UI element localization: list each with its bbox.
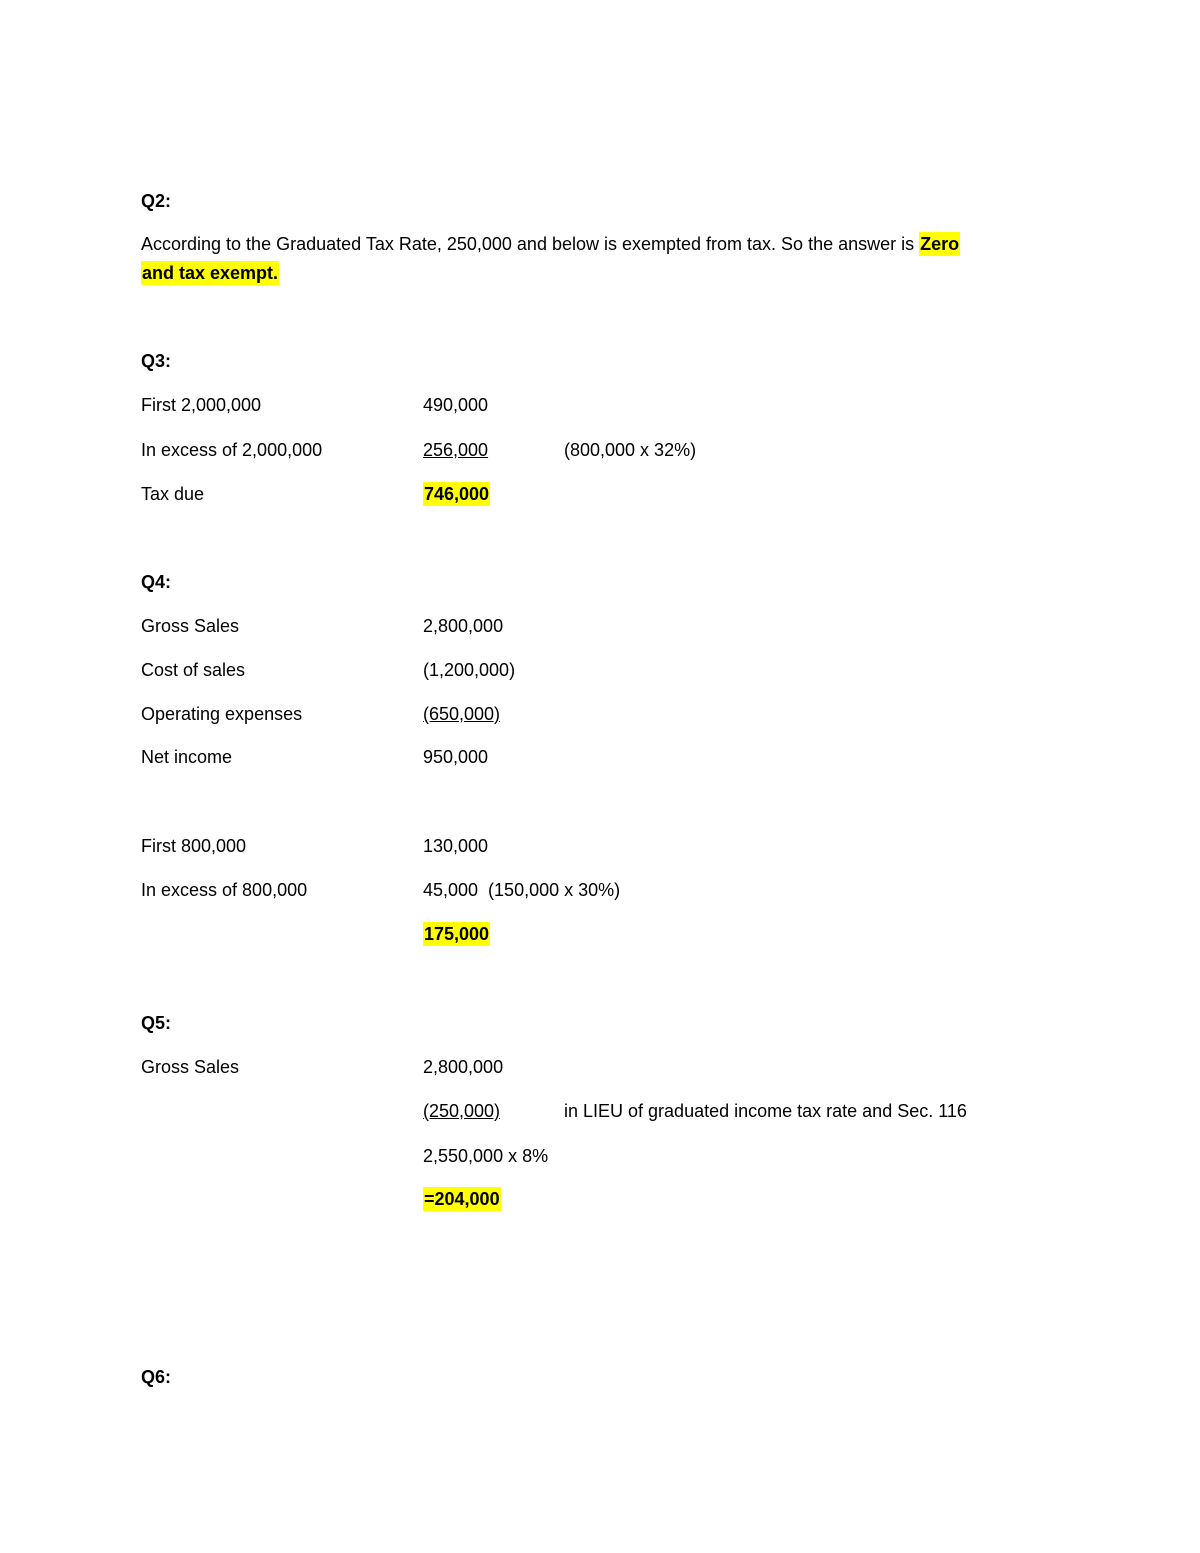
q3-tax-due-value: 746,000 [424, 484, 490, 504]
q5-label: Gross Sales [141, 1057, 240, 1077]
q2-text: According to the Graduated Tax Rate, 250,000 and below is exempted from tax. So the answer is [141, 234, 915, 254]
q4-row-label: Cost of sales [141, 660, 246, 680]
q4-row-value: (1,200,000) [423, 660, 516, 680]
q5-heading: Q5: [141, 1013, 172, 1033]
q3-row-label: Tax due [141, 484, 205, 504]
q2-answer-line1: Zero [920, 234, 960, 254]
q5-deduction: (250,000) [423, 1101, 501, 1121]
q3-row-label: First 2,000,000 [141, 395, 262, 415]
q2-answer-line2: and tax exempt. [142, 263, 279, 283]
q4-tax-row-value: 45,000 (150,000 x 30%) [423, 880, 621, 900]
q4-tax-row-label: In excess of 800,000 [141, 880, 308, 900]
q3-heading: Q3: [141, 351, 172, 371]
q4-row-value: 2,800,000 [423, 616, 504, 636]
q4-row-value: (650,000) [423, 704, 501, 724]
q4-heading: Q4: [141, 572, 172, 592]
q5-deduction-note: in LIEU of graduated income tax rate and Sec. 116 [564, 1101, 967, 1121]
q3-row-value: 490,000 [423, 395, 489, 415]
q4-row-label: Operating expenses [141, 704, 303, 724]
q4-tax-row-label: First 800,000 [141, 836, 247, 856]
q4-tax-row-value: 130,000 [423, 836, 489, 856]
q6-heading: Q6: [141, 1367, 172, 1387]
q5-value: 2,800,000 [423, 1057, 504, 1077]
q2-paragraph [141, 233, 960, 255]
q4-row-label: Net income [141, 747, 233, 767]
q4-total: 175,000 [424, 924, 490, 944]
q5-computation: 2,550,000 x 8% [423, 1146, 549, 1166]
q2-heading: Q2: [141, 191, 172, 211]
q3-row-label: In excess of 2,000,000 [141, 440, 323, 460]
q3-row-value: 256,000 [423, 440, 489, 460]
q3-row-note: (800,000 x 32%) [564, 440, 697, 460]
q5-total: =204,000 [424, 1189, 500, 1209]
q4-row-value: 950,000 [423, 747, 489, 767]
q4-row-label: Gross Sales [141, 616, 240, 636]
